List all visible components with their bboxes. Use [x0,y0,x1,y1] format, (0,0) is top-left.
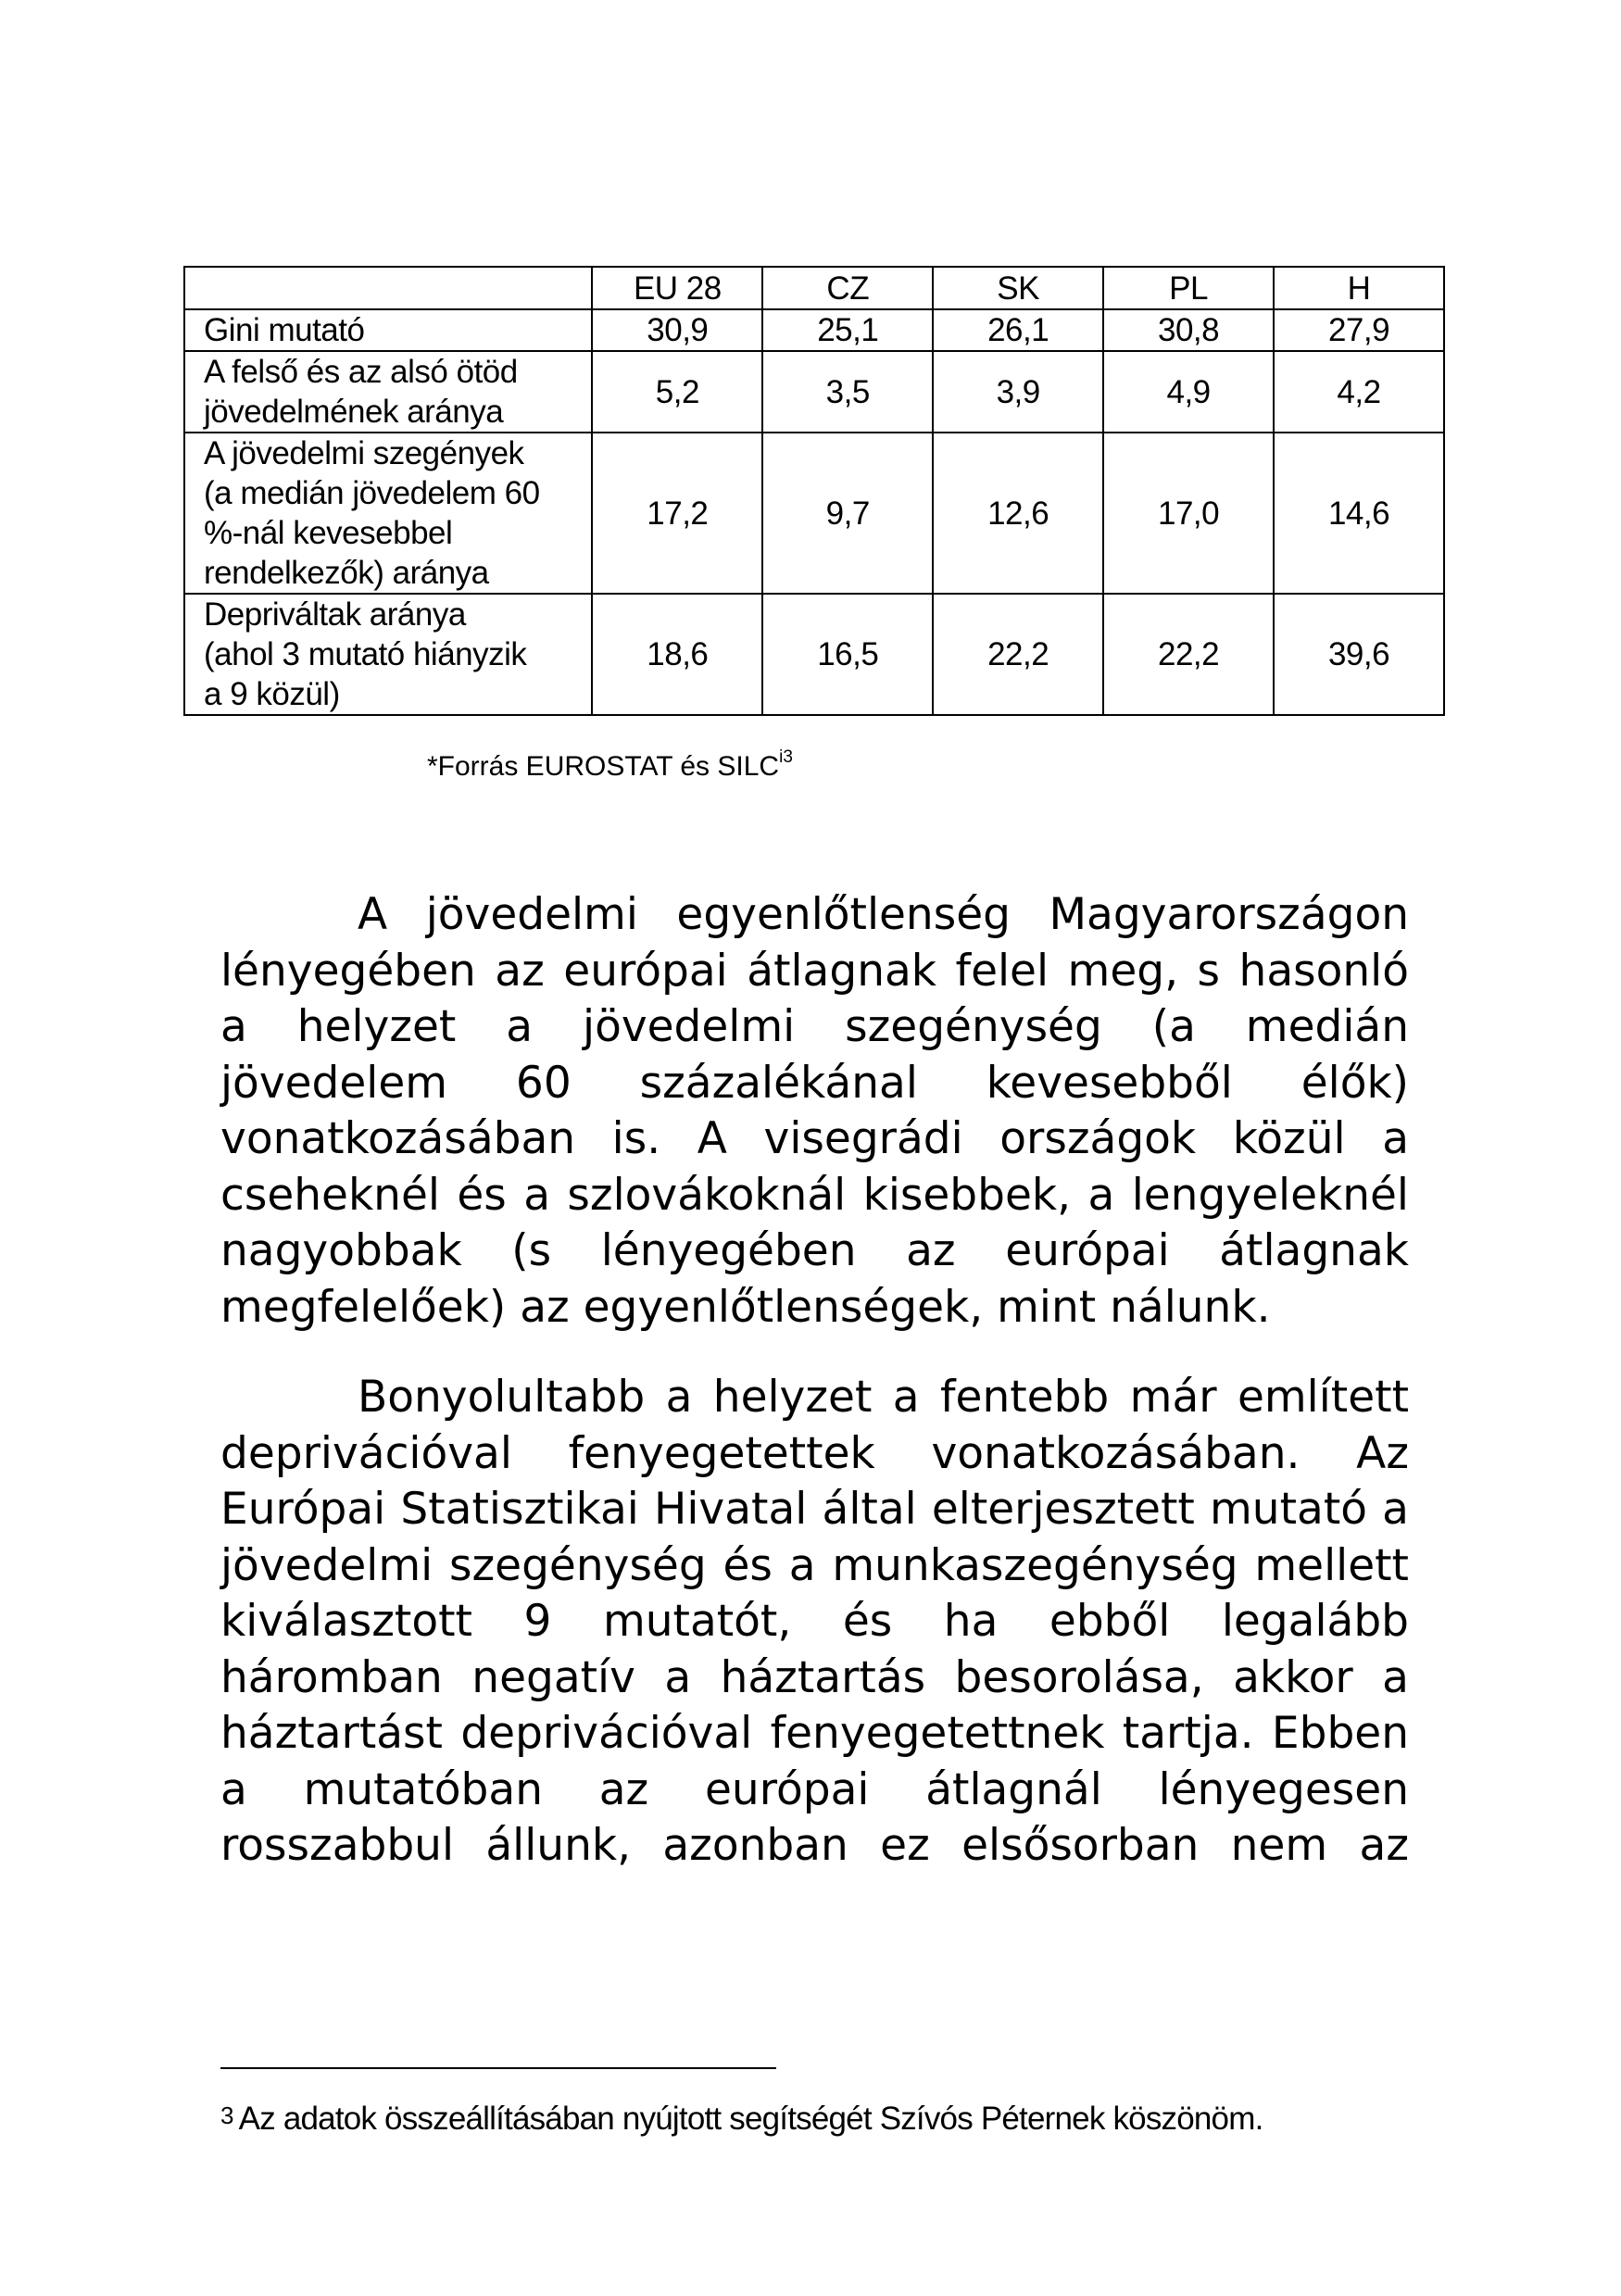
table-cell: 26,1 [933,309,1103,351]
table-cell: 17,0 [1103,433,1274,594]
table-cell: 30,9 [592,309,762,351]
row-label-line: (ahol 3 mutató hiányzik [204,636,527,672]
row-label-line: %-nál kevesebbel [204,515,453,551]
row-label-line: Gini mutató [204,312,365,348]
table-header-cell: SK [933,267,1103,309]
paragraph: Bonyolultabb a helyzet a fentebb már említett deprivációval fenyegetettek vonatkozásában. Az Európai Statisztikai Hivatal által elterjesztett mutató a jövedelmi szegénység és a munkaszegénység mellett kiválasztott 9 mutatót, és ha ebből legalább háromban negatív a háztartás besorolása, akkor a háztartást deprivációval fenyegetettnek tartja. Ebben a mutatóban az európai átlagnál lényegesen rosszabbul állunk, azonban ez elsősorban nem az [220,1372,1409,1871]
row-label-line: (a medián jövedelem 60 [204,475,540,511]
row-label-line: rendelkezők) aránya [204,555,489,591]
table-cell: 39,6 [1274,594,1444,715]
table-cell: 14,6 [1274,433,1444,594]
table-cell: 3,5 [762,351,933,433]
table-cell: 25,1 [762,309,933,351]
table-cell: 30,8 [1103,309,1274,351]
table-cell: 3,9 [933,351,1103,433]
table-header-cell: CZ [762,267,933,309]
paragraph: A jövedelmi egyenlőtlenség Magyarországon lényegében az európai átlagnak felel meg, s hasonló a helyzet a jövedelmi szegénység (a medián jövedelem 60 százalékánal kevesebből élők) vonatkozásában is. A visegrádi országok közül a cseheknél és a szlovákoknál kisebbek, a lengyeleknél nagyobbak (s lényegében az európai átlagnak megfelelőek) az egyenlőtlenségek, mint nálunk. [220,889,1409,1333]
table-row [184,309,1444,351]
table-cell: 4,2 [1274,351,1444,433]
table-cell: 22,2 [1103,594,1274,715]
table-cell: 9,7 [762,433,933,594]
row-label [184,351,592,433]
row-label [184,594,592,715]
row-label-line: Depriváltak aránya [204,596,466,633]
table-cell: 27,9 [1274,309,1444,351]
table-header-cell [184,267,592,309]
table-row [184,433,1444,594]
table-cell: 16,5 [762,594,933,715]
body-text [220,887,1409,1875]
table-cell: 22,2 [933,594,1103,715]
footnote-mark: 3 [220,2102,233,2129]
table-header-cell: PL [1103,267,1274,309]
table-source-note [427,748,793,785]
table-header-cell: H [1274,267,1444,309]
table-row [184,351,1444,433]
table-cell: 18,6 [592,594,762,715]
footnote [220,2095,1263,2139]
table-header-cell: EU 28 [592,267,762,309]
table-cell: 4,9 [1103,351,1274,433]
table-row [184,594,1444,715]
row-label-line: A jövedelmi szegények [204,435,524,471]
row-label [184,309,592,351]
footnote-text: Az adatok összeállításában nyújtott segítségét Szívós Péternek köszönöm. [238,2101,1263,2137]
row-label-line: a 9 közül) [204,676,340,712]
source-note-text: *Forrás EUROSTAT és SILC [427,751,780,782]
row-label [184,433,592,594]
row-label-line: jövedelmének aránya [204,394,504,430]
footnote-separator [220,2067,776,2069]
table-cell: 12,6 [933,433,1103,594]
statistics-table [183,266,1445,716]
table-cell: 5,2 [592,351,762,433]
endnote-reference: i3 [779,747,793,767]
table-header-row [184,267,1444,309]
row-label-line: A felső és az alsó ötöd [204,354,518,390]
table-cell: 17,2 [592,433,762,594]
